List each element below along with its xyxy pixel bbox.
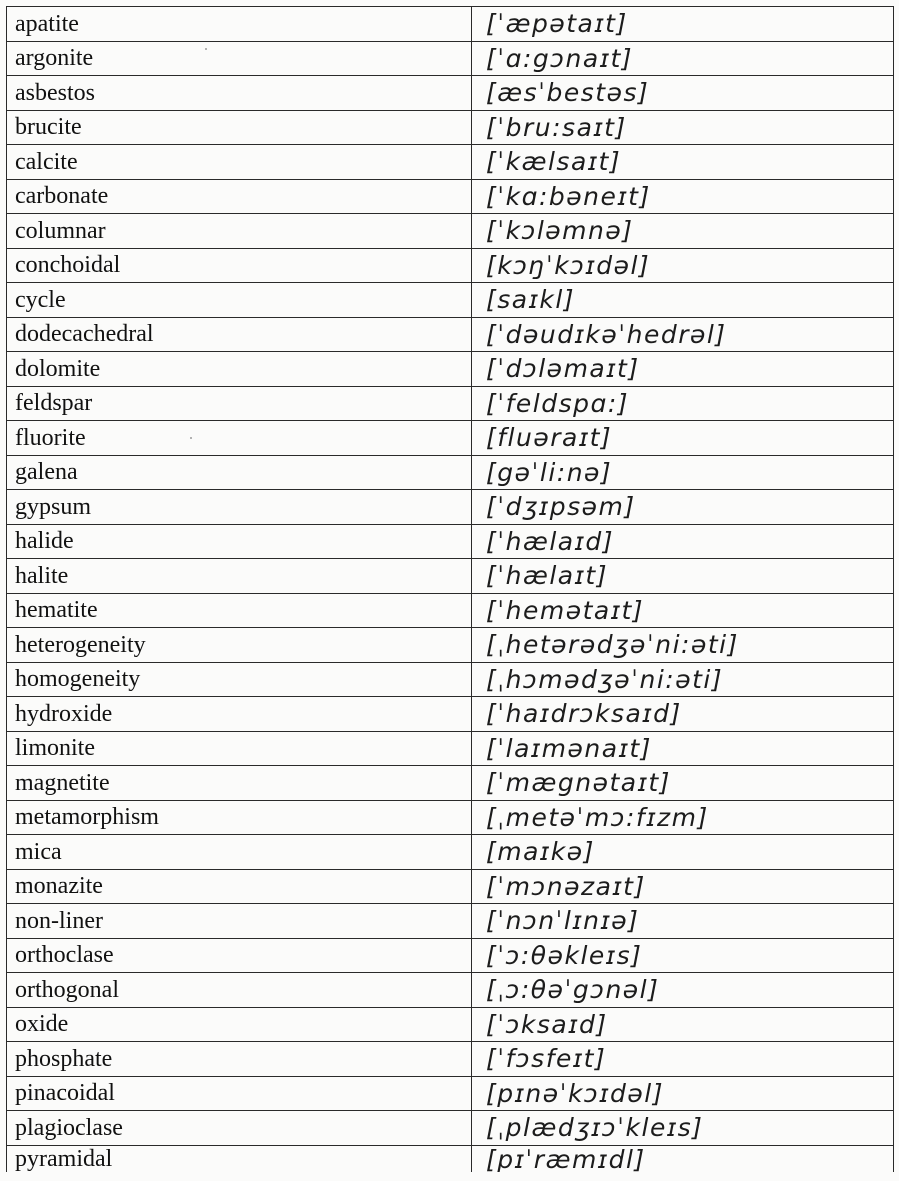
term-cell: brucite: [7, 110, 472, 145]
table-row: [7, 593, 894, 628]
term-cell: orthoclase: [7, 938, 472, 973]
term-cell: limonite: [7, 731, 472, 766]
table-row: [7, 386, 894, 421]
table-row: [7, 421, 894, 456]
table-row: [7, 455, 894, 490]
table-row: [7, 352, 894, 387]
table-row: [7, 41, 894, 76]
term-cell: mica: [7, 835, 472, 870]
term-cell: oxide: [7, 1007, 472, 1042]
table-row: [7, 1042, 894, 1077]
pronunciation-cell: [æsˈbestəs]: [472, 76, 894, 111]
pronunciation-cell: [fluəraɪt]: [472, 421, 894, 456]
term-cell: monazite: [7, 869, 472, 904]
term-cell: hydroxide: [7, 697, 472, 732]
term-cell: halite: [7, 559, 472, 594]
pronunciation-cell: [kɔŋˈkɔɪdəl]: [472, 248, 894, 283]
table-row: [7, 248, 894, 283]
term-cell: fluorite: [7, 421, 472, 456]
pronunciation-cell: [ˈnɔnˈlɪnɪə]: [472, 904, 894, 939]
pronunciation-cell: [ˈkɔləmnə]: [472, 214, 894, 249]
pronunciation-cell: [ˌhetərədʒəˈni:əti]: [472, 628, 894, 663]
table-row: [7, 938, 894, 973]
paper-speck: [205, 48, 207, 50]
term-cell: orthogonal: [7, 973, 472, 1008]
pronunciation-cell: [ˈɔksaɪd]: [472, 1007, 894, 1042]
table-row: [7, 904, 894, 939]
table-row: [7, 766, 894, 801]
table-row: [7, 835, 894, 870]
term-cell: dodecachedral: [7, 317, 472, 352]
term-cell: hematite: [7, 593, 472, 628]
table-row: [7, 800, 894, 835]
table-row: [7, 1076, 894, 1111]
pronunciation-cell: [ˈhælaɪt]: [472, 559, 894, 594]
pronunciation-cell: [pɪˈræmɪdl]: [472, 1145, 894, 1172]
table-row: [7, 110, 894, 145]
table-row: [7, 214, 894, 249]
table-row: [7, 490, 894, 525]
pronunciation-cell: [ˈdʒɪpsəm]: [472, 490, 894, 525]
term-cell: feldspar: [7, 386, 472, 421]
pronunciation-cell: [ˈhaɪdrɔksaɪd]: [472, 697, 894, 732]
term-cell: metamorphism: [7, 800, 472, 835]
term-cell: asbestos: [7, 76, 472, 111]
pronunciation-cell: [ˈmægnətaɪt]: [472, 766, 894, 801]
table-row: [7, 869, 894, 904]
pronunciation-cell: [ˈdəudɪkəˈhedrəl]: [472, 317, 894, 352]
pronunciation-cell: [saɪkl]: [472, 283, 894, 318]
term-cell: argonite: [7, 41, 472, 76]
table-row: [7, 1145, 894, 1172]
table-row: [7, 283, 894, 318]
vocabulary-table-body: [7, 7, 894, 1172]
term-cell: phosphate: [7, 1042, 472, 1077]
pronunciation-cell: [ˌhɔmədʒəˈni:əti]: [472, 662, 894, 697]
term-cell: homogeneity: [7, 662, 472, 697]
pronunciation-cell: [ˈfɔsfeɪt]: [472, 1042, 894, 1077]
term-cell: gypsum: [7, 490, 472, 525]
table-row: [7, 697, 894, 732]
pronunciation-cell: [ˈdɔləmaɪt]: [472, 352, 894, 387]
pronunciation-cell: [gəˈli:nə]: [472, 455, 894, 490]
table-row: [7, 628, 894, 663]
term-cell: conchoidal: [7, 248, 472, 283]
term-cell: plagioclase: [7, 1111, 472, 1146]
table-row: [7, 1111, 894, 1146]
term-cell: pyramidal: [7, 1145, 472, 1172]
table-row: [7, 731, 894, 766]
term-cell: heterogeneity: [7, 628, 472, 663]
table-row: [7, 76, 894, 111]
table-row: [7, 317, 894, 352]
pronunciation-cell: [ˈɔ:θəkleɪs]: [472, 938, 894, 973]
pronunciation-cell: [ˈmɔnəzaɪt]: [472, 869, 894, 904]
term-cell: calcite: [7, 145, 472, 180]
pronunciation-cell: [ˈkælsaɪt]: [472, 145, 894, 180]
pronunciation-cell: [ˈæpətaɪt]: [472, 7, 894, 42]
pronunciation-cell: [ˌmetəˈmɔ:fɪzm]: [472, 800, 894, 835]
term-cell: dolomite: [7, 352, 472, 387]
pronunciation-cell: [ˈhemətaɪt]: [472, 593, 894, 628]
pronunciation-cell: [maɪkə]: [472, 835, 894, 870]
term-cell: columnar: [7, 214, 472, 249]
table-row: [7, 1007, 894, 1042]
term-cell: galena: [7, 455, 472, 490]
vocabulary-table: [6, 6, 894, 1172]
pronunciation-cell: [ˈfeldspɑ:]: [472, 386, 894, 421]
pronunciation-cell: [ˈɑ:gɔnaɪt]: [472, 41, 894, 76]
table-row: [7, 524, 894, 559]
term-cell: non-liner: [7, 904, 472, 939]
pronunciation-cell: [ˈkɑ:bəneɪt]: [472, 179, 894, 214]
term-cell: magnetite: [7, 766, 472, 801]
pronunciation-cell: [ˈhælaɪd]: [472, 524, 894, 559]
table-row: [7, 179, 894, 214]
pronunciation-cell: [ˈlaɪmənaɪt]: [472, 731, 894, 766]
table-row: [7, 559, 894, 594]
paper-speck: [190, 437, 192, 439]
table-row: [7, 973, 894, 1008]
term-cell: halide: [7, 524, 472, 559]
table-row: [7, 7, 894, 42]
pronunciation-cell: [ˌplædʒɪɔˈkleɪs]: [472, 1111, 894, 1146]
term-cell: cycle: [7, 283, 472, 318]
term-cell: pinacoidal: [7, 1076, 472, 1111]
pronunciation-cell: [ˈbru:saɪt]: [472, 110, 894, 145]
term-cell: carbonate: [7, 179, 472, 214]
table-row: [7, 662, 894, 697]
pronunciation-cell: [pɪnəˈkɔɪdəl]: [472, 1076, 894, 1111]
pronunciation-cell: [ˌɔ:θəˈgɔnəl]: [472, 973, 894, 1008]
term-cell: apatite: [7, 7, 472, 42]
table-row: [7, 145, 894, 180]
